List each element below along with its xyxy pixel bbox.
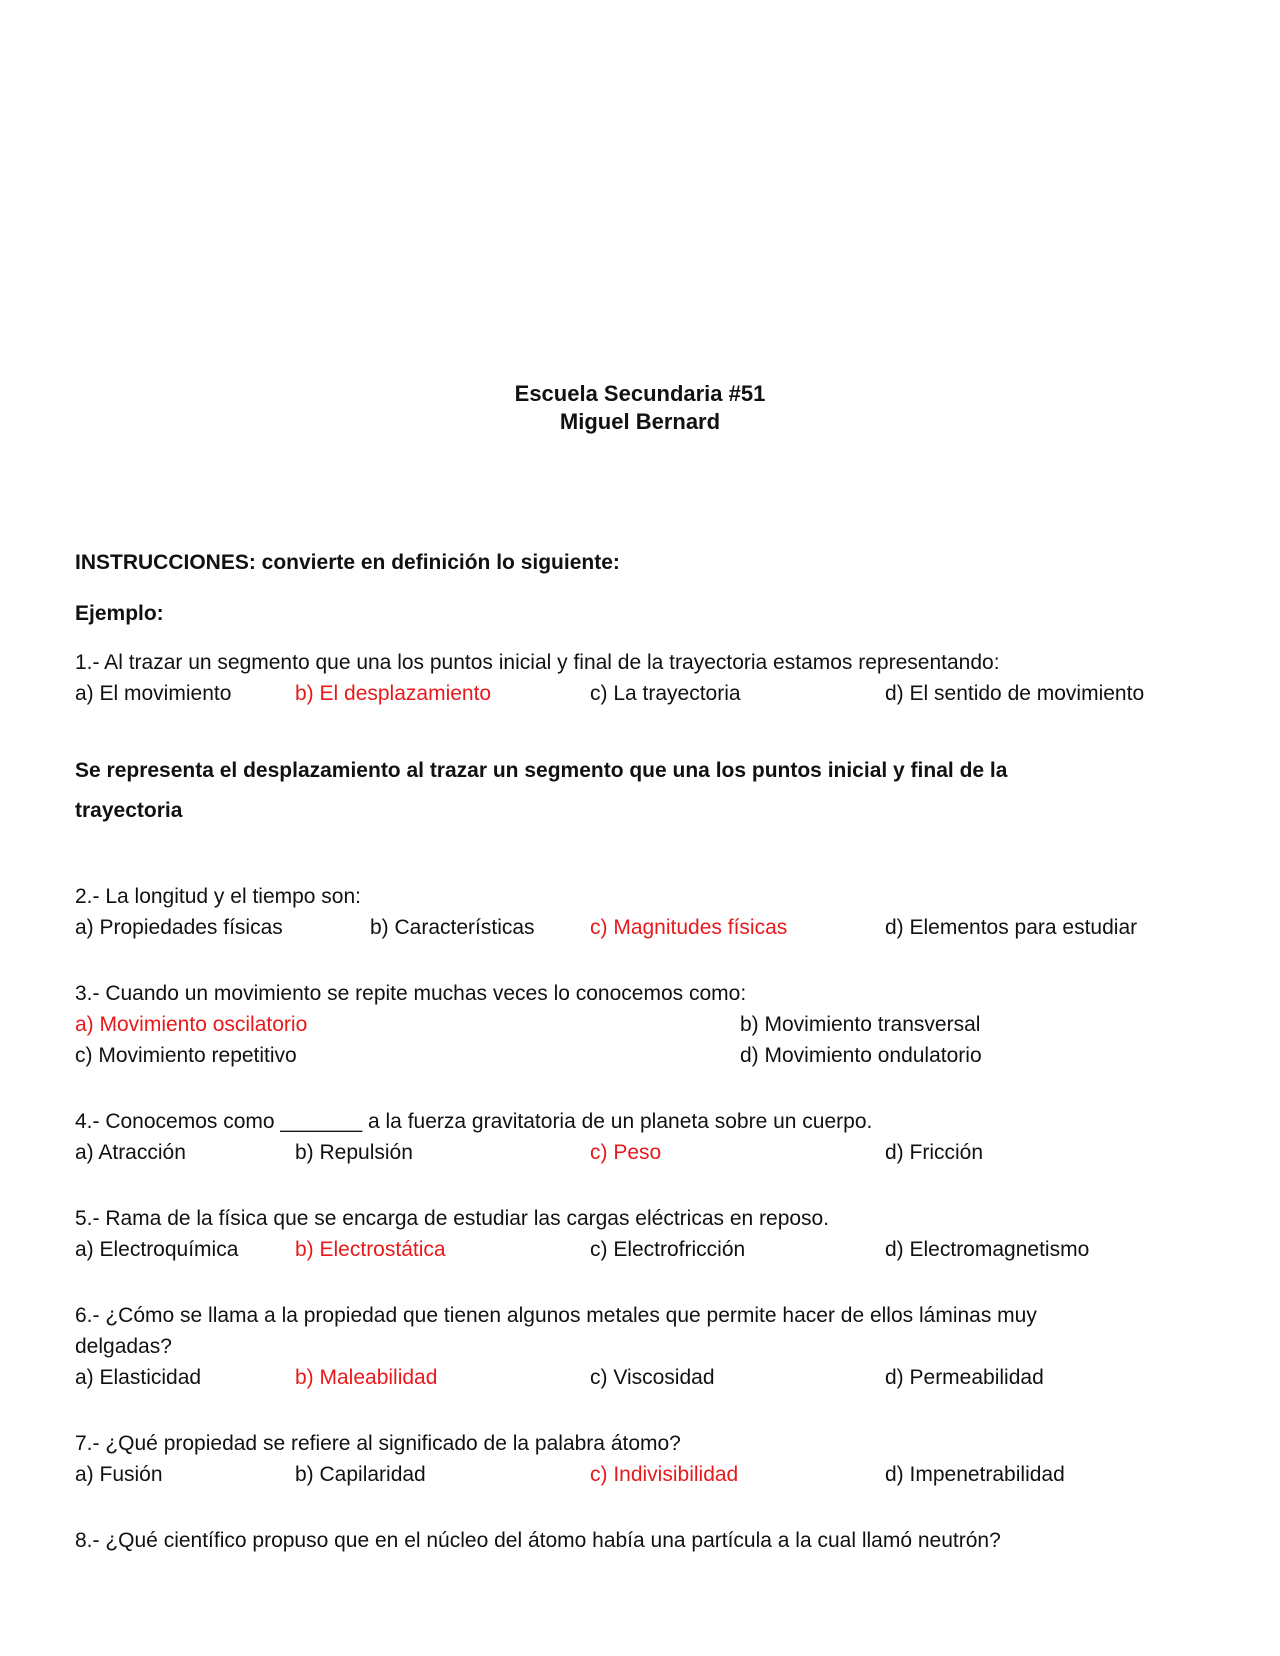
option-c: c) Movimiento repetitivo [75, 1044, 297, 1067]
option-a: a) Atracción [75, 1141, 186, 1164]
option-d: d) Elementos para estudiar [885, 916, 1138, 939]
question-7 [75, 1428, 1195, 1490]
question-text-line1: 6.- ¿Cómo se llama a la propiedad que tienen algunos metales que permite hacer de ellos láminas muy [75, 1304, 1037, 1327]
option-a: a) Electroquímica [75, 1238, 239, 1261]
school-name: Escuela Secundaria #51 [514, 381, 766, 406]
option-d: d) Electromagnetismo [885, 1238, 1090, 1261]
option-d: d) Impenetrabilidad [885, 1463, 1065, 1486]
option-b-correct: b) Maleabilidad [295, 1366, 438, 1389]
option-c: c) La trayectoria [590, 682, 741, 705]
option-b: b) Características [370, 916, 535, 939]
option-c-correct: c) Indivisibilidad [590, 1463, 739, 1486]
question-text: 7.- ¿Qué propiedad se refiere al significado de la palabra átomo? [75, 1432, 681, 1455]
option-b: b) Repulsión [295, 1141, 413, 1164]
example-answer-line1: Se representa el desplazamiento al trazar un segmento que una los puntos inicial y final de la [75, 759, 1008, 782]
document-header [0, 380, 1280, 436]
option-b-correct: b) Electrostática [295, 1238, 446, 1261]
example-label: Ejemplo: [75, 602, 164, 625]
question-text: 2.- La longitud y el tiempo son: [75, 885, 362, 908]
option-c-correct: c) Magnitudes físicas [590, 916, 788, 939]
author-name: Miguel Bernard [559, 409, 721, 434]
document-body [75, 547, 1195, 1556]
option-b-correct: b) El desplazamiento [295, 682, 492, 705]
question-text: 4.- Conocemos como _______ a la fuerza gravitatoria de un planeta sobre un cuerpo. [75, 1110, 873, 1133]
question-text: 3.- Cuando un movimiento se repite muchas veces lo conocemos como: [75, 982, 747, 1005]
option-a: a) El movimiento [75, 682, 232, 705]
option-b: b) Movimiento transversal [740, 1013, 981, 1036]
question-6 [75, 1300, 1195, 1393]
option-d: d) El sentido de movimiento [885, 682, 1145, 705]
option-a: a) Elasticidad [75, 1366, 202, 1389]
option-d: d) Fricción [885, 1141, 984, 1164]
option-a: a) Propiedades físicas [75, 916, 283, 939]
option-b: b) Capilaridad [295, 1463, 426, 1486]
option-c: c) Viscosidad [590, 1366, 715, 1389]
question-3 [75, 978, 1195, 1071]
question-2 [75, 881, 1195, 943]
option-a-correct: a) Movimiento oscilatorio [75, 1013, 308, 1036]
option-d: d) Movimiento ondulatorio [740, 1044, 982, 1067]
example-answer [75, 751, 1195, 831]
option-c-correct: c) Peso [590, 1141, 662, 1164]
example-answer-line2: trayectoria [75, 799, 183, 822]
question-text: 8.- ¿Qué científico propuso que en el núcleo del átomo había una partícula a la cual llamó neutrón? [75, 1529, 1001, 1552]
option-a: a) Fusión [75, 1463, 163, 1486]
question-text: 5.- Rama de la física que se encarga de estudiar las cargas eléctricas en reposo. [75, 1207, 830, 1230]
question-1 [75, 647, 1195, 709]
question-text-line2: delgadas? [75, 1335, 172, 1358]
question-text: 1.- Al trazar un segmento que una los puntos inicial y final de la trayectoria estamos representando: [75, 651, 1000, 674]
question-5 [75, 1203, 1195, 1265]
question-8 [75, 1525, 1195, 1556]
option-c: c) Electrofricción [590, 1238, 746, 1261]
instructions: INSTRUCCIONES: convierte en definición lo siguiente: [75, 551, 620, 574]
option-d: d) Permeabilidad [885, 1366, 1044, 1389]
question-4 [75, 1106, 1195, 1168]
